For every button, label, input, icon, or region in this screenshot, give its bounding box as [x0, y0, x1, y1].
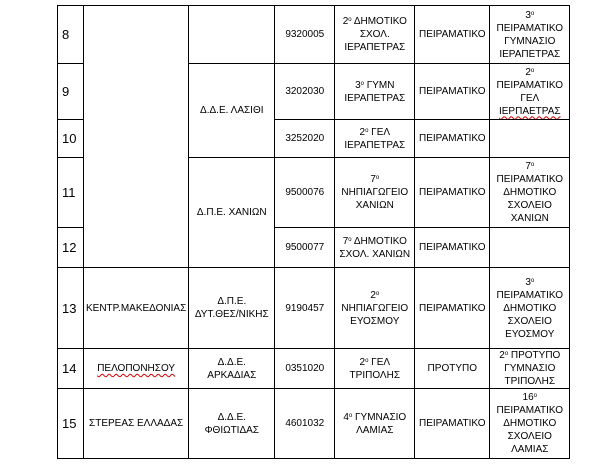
school-code: 9190457	[275, 268, 335, 349]
region-cell	[84, 349, 189, 389]
school-type: ΠΕΙΡΑΜΑΤΙΚΟ	[415, 228, 490, 268]
reference-school: $3^o$ ΠΕΙΡΑΜΑΤΙΚΟ ΔΗΜΟΤΙΚΟ ΣΧΟΛΕΙΟ ΕΥΟΣΜΟΥ	[490, 268, 570, 349]
row-number: 9	[58, 64, 84, 120]
row-number: 14	[58, 349, 84, 389]
directorate-cell: Δ.Δ.Ε. ΛΑΣΙΘΙ	[189, 64, 275, 158]
school-name: $2^o$ ΔΗΜΟΤΙΚΟ ΣΧΟΛ. ΙΕΡΑΠΕΤΡΑΣ	[335, 6, 415, 64]
table-row	[58, 6, 570, 64]
reference-school: $7^o$ ΠΕΙΡΑΜΑΤΙΚΟ ΔΗΜΟΤΙΚΟ ΣΧΟΛΕΙΟ ΧΑΝΙΩΝ	[490, 158, 570, 228]
directorate-cell: Δ.Π.Ε. ΧΑΝΙΩΝ	[189, 158, 275, 268]
table-row	[58, 389, 570, 459]
table-row	[58, 268, 570, 349]
table-row	[58, 349, 570, 389]
school-code: 9500077	[275, 228, 335, 268]
school-name: $2^o$ ΓΕΛ ΤΡΙΠΟΛΗΣ	[335, 349, 415, 389]
school-code: 0351020	[275, 349, 335, 389]
reference-school: $2^o$ ΠΕΙΡΑΜΑΤΙΚΟ ΓΕΛ ΙΕΡΠΑΕΤΡΑΣ	[490, 64, 570, 120]
directorate-cell	[189, 6, 275, 64]
row-number: 8	[58, 6, 84, 64]
school-code: 3252020	[275, 120, 335, 158]
school-code: 9320005	[275, 6, 335, 64]
row-number: 13	[58, 268, 84, 349]
reference-school	[490, 120, 570, 158]
region-cell	[84, 6, 189, 268]
school-type: ΠΕΙΡΑΜΑΤΙΚΟ	[415, 268, 490, 349]
school-name: $2^o$ ΝΗΠΙΑΓΩΓΕΙΟ ΕΥΟΣΜΟΥ	[335, 268, 415, 349]
directorate-cell: Δ.Δ.Ε. ΑΡΚΑΔΙΑΣ	[189, 349, 275, 389]
directorate-cell: Δ.Δ.Ε. ΦΘΙΩΤΙΔΑΣ	[189, 389, 275, 459]
school-name: $7^o$ ΔΗΜΟΤΙΚΟ ΣΧΟΛ. ΧΑΝΙΩΝ	[335, 228, 415, 268]
misspelled-word: ΙΕΡΠΑΕΤΡΑΣ	[498, 105, 561, 117]
reference-school	[490, 228, 570, 268]
school-type: ΠΕΙΡΑΜΑΤΙΚΟ	[415, 389, 490, 459]
school-type: ΠΕΙΡΑΜΑΤΙΚΟ	[415, 120, 490, 158]
row-number: 11	[58, 158, 84, 228]
row-number: 10	[58, 120, 84, 158]
school-name: $3^o$ ΓΥΜΝ ΙΕΡΑΠΕΤΡΑΣ	[335, 64, 415, 120]
misspelled-word: ΠΕΛΟΠΟΝΗΣΟΥ	[97, 363, 176, 374]
reference-school: $16^o$ ΠΕΙΡΑΜΑΤΙΚΟ ΔΗΜΟΤΙΚΟ ΣΧΟΛΕΙΟ ΛΑΜΙΑΣ	[490, 389, 570, 459]
school-type: ΠΡΟΤΥΠΟ	[415, 349, 490, 389]
directorate-cell: Δ.Π.Ε. ΔΥΤ.ΘΕΣ/ΝΙΚΗΣ	[189, 268, 275, 349]
school-type: ΠΕΙΡΑΜΑΤΙΚΟ	[415, 64, 490, 120]
school-code: 3202030	[275, 64, 335, 120]
reference-school: $2^o$ ΠΡΟΤΥΠΟ ΓΥΜΝΑΣΙΟ ΤΡΙΠΟΛΗΣ	[490, 349, 570, 389]
school-type: ΠΕΙΡΑΜΑΤΙΚΟ	[415, 6, 490, 64]
school-name: $2^o$ ΓΕΛ ΙΕΡΑΠΕΤΡΑΣ	[335, 120, 415, 158]
row-number: 15	[58, 389, 84, 459]
school-code: 9500076	[275, 158, 335, 228]
school-code: 4601032	[275, 389, 335, 459]
school-name: $7^o$ ΝΗΠΙΑΓΩΓΕΙΟ ΧΑΝΙΩΝ	[335, 158, 415, 228]
region-cell: ΣΤΕΡΕΑΣ ΕΛΛΑΔΑΣ	[84, 389, 189, 459]
school-type: ΠΕΙΡΑΜΑΤΙΚΟ	[415, 158, 490, 228]
region-cell: ΚΕΝΤΡ.ΜΑΚΕΔΟΝΙΑΣ	[84, 268, 189, 349]
school-name: $4^o$ ΓΥΜΝΑΣΙΟ ΛΑΜΙΑΣ	[335, 389, 415, 459]
schools-table	[57, 5, 570, 459]
reference-school: $3^o$ ΠΕΙΡΑΜΑΤΙΚΟ ΓΥΜΝΑΣΙΟ ΙΕΡΑΠΕΤΡΑΣ	[490, 6, 570, 64]
row-number: 12	[58, 228, 84, 268]
